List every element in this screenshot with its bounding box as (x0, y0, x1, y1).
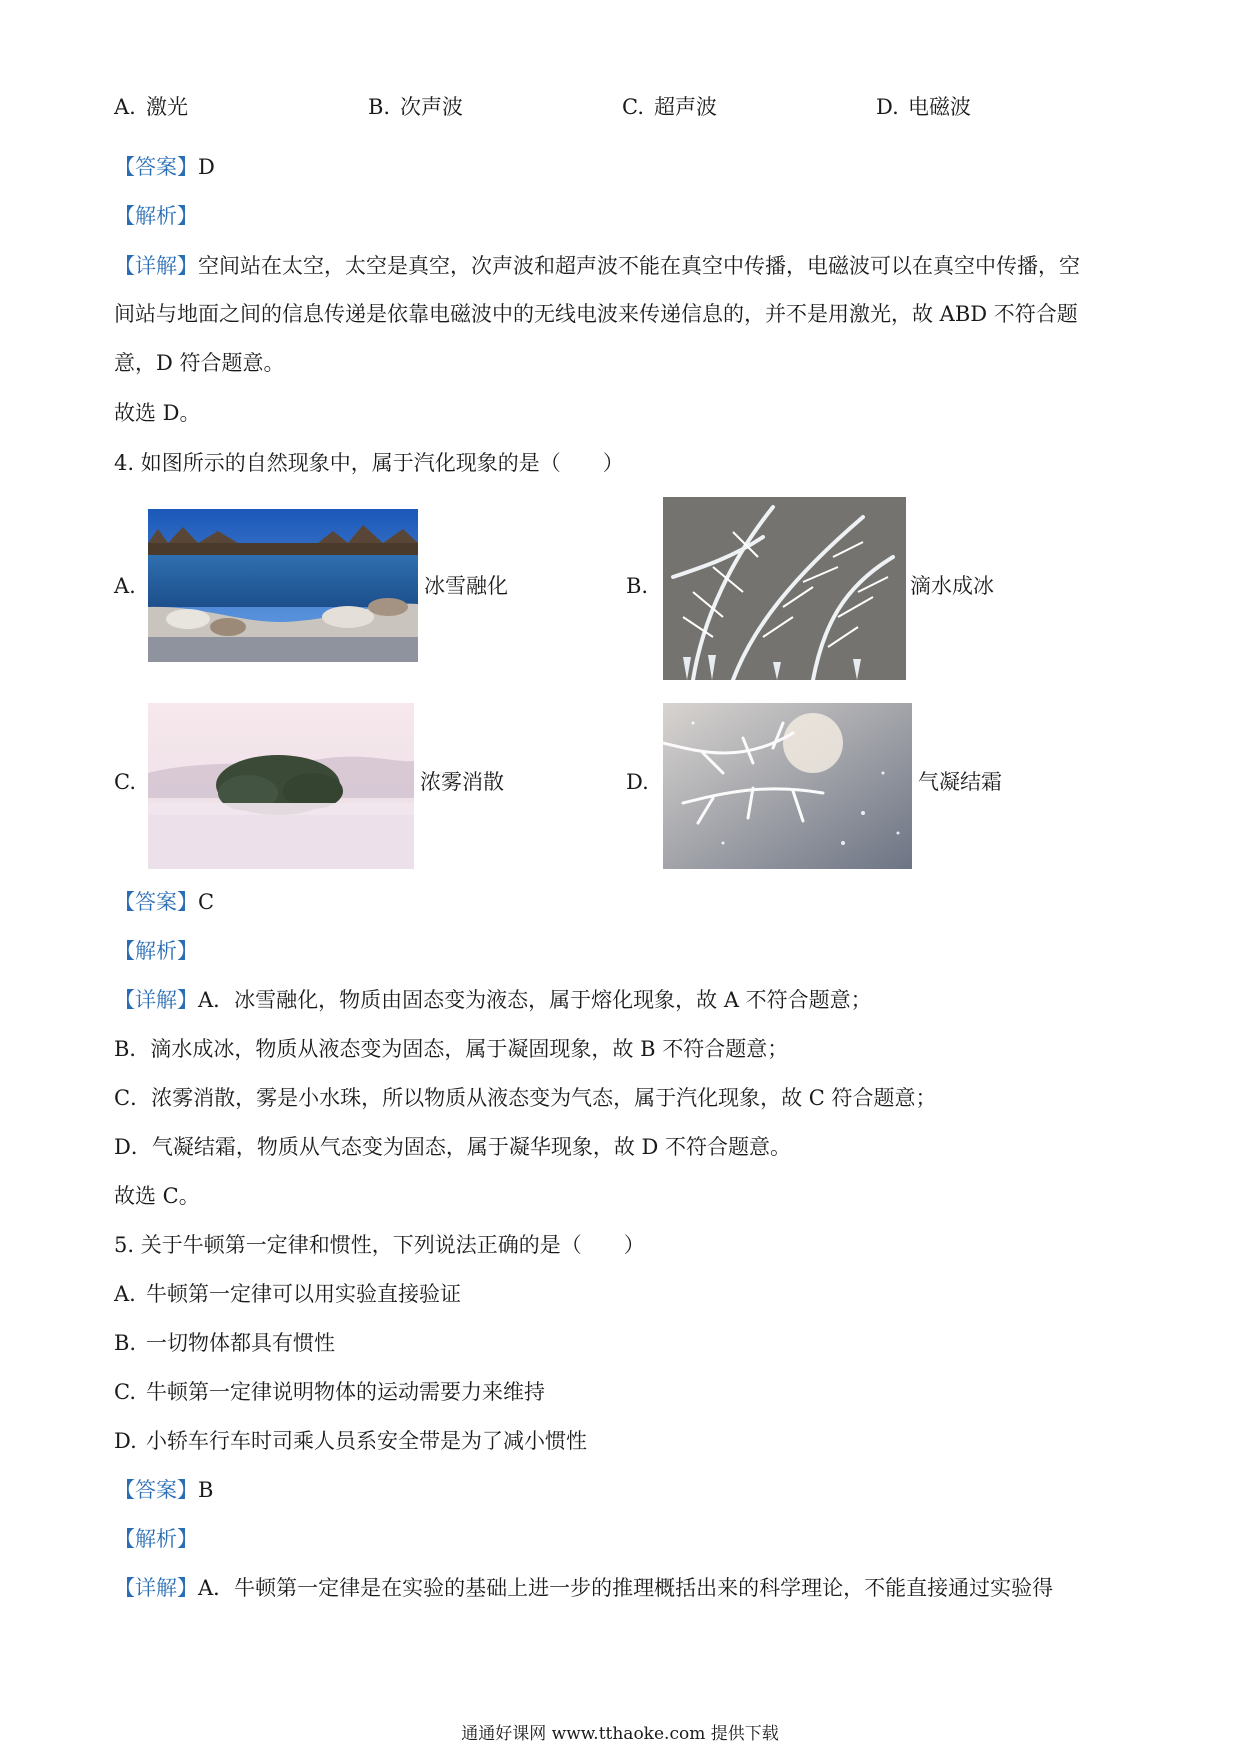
q4-question: 4. 如图所示的自然现象中，属于汽化现象的是（ ） (114, 451, 624, 475)
q4-detail-line-2: B．滴水成冰，物质从液态变为固态，属于凝固现象，故 B 不符合题意； (114, 1037, 789, 1061)
q5-analysis-heading: 【解析】 (114, 1527, 198, 1551)
q5-option-b: B. 一切物体都具有惯性 (114, 1331, 335, 1355)
q3-option-d: D. 电磁波 (876, 95, 971, 119)
q4-option-c-caption: 浓雾消散 (420, 770, 504, 794)
q4-answer: 【答案】C (114, 890, 215, 914)
q3-detail-line-1: 【详解】空间站在太空，太空是真空，次声波和超声波不能在真空中传播，电磁波可以在真空中传播，空 (114, 254, 1080, 278)
q5-answer: 【答案】B (114, 1478, 214, 1502)
q4-detail-line-1: 【详解】A．冰雪融化，物质由固态变为液态，属于熔化现象，故 A 不符合题意； (114, 988, 872, 1012)
q5-question: 5. 关于牛顿第一定律和惯性，下列说法正确的是（ ） (114, 1233, 645, 1257)
q5-option-c: C. 牛顿第一定律说明物体的运动需要力来维持 (114, 1380, 545, 1404)
q3-analysis-heading: 【解析】 (114, 204, 198, 228)
q4-option-b-letter: B. (626, 574, 649, 598)
q4-option-a-caption: 冰雪融化 (424, 574, 508, 598)
q4-option-a-image (148, 509, 418, 662)
q4-option-c-image (148, 703, 414, 869)
q4-option-b-caption: 滴水成冰 (910, 574, 994, 598)
q4-option-b-image (663, 497, 906, 680)
q3-conclusion: 故选 D。 (114, 401, 201, 425)
q4-detail-line-3: C．浓雾消散，雾是小水珠，所以物质从液态变为气态，属于汽化现象，故 C 符合题意； (114, 1086, 937, 1110)
q4-option-d-letter: D. (626, 770, 649, 794)
q5-detail-line-1: 【详解】A．牛顿第一定律是在实验的基础上进一步的推理概括出来的科学理论，不能直接通过实验得 (114, 1576, 1054, 1600)
q3-detail-line-2: 间站与地面之间的信息传递是依靠电磁波中的无线电波来传递信息的，并不是用激光，故 ABD 不符合题 (114, 302, 1078, 326)
q4-option-d-image (663, 703, 912, 869)
q4-analysis-heading: 【解析】 (114, 939, 198, 963)
q3-detail-line-3: 意，D 符合题意。 (114, 351, 285, 375)
q3-option-c: C. 超声波 (622, 95, 717, 119)
page-footer: 通通好课网 www.tthaoke.com 提供下载 (461, 1724, 779, 1744)
q3-option-a: A. 激光 (114, 95, 188, 119)
q4-option-d-caption: 气凝结霜 (918, 770, 1002, 794)
q5-option-d: D. 小轿车行车时司乘人员系安全带是为了减小惯性 (114, 1429, 587, 1453)
q4-option-c-letter: C. (114, 770, 136, 794)
q4-conclusion: 故选 C。 (114, 1184, 200, 1208)
q5-option-a: A. 牛顿第一定律可以用实验直接验证 (114, 1282, 461, 1306)
q3-option-b: B. 次声波 (368, 95, 463, 119)
q4-detail-line-4: D．气凝结霜，物质从气态变为固态，属于凝华现象，故 D 不符合题意。 (114, 1135, 792, 1159)
q3-answer: 【答案】D (114, 155, 215, 179)
q4-option-a-letter: A. (114, 574, 136, 598)
